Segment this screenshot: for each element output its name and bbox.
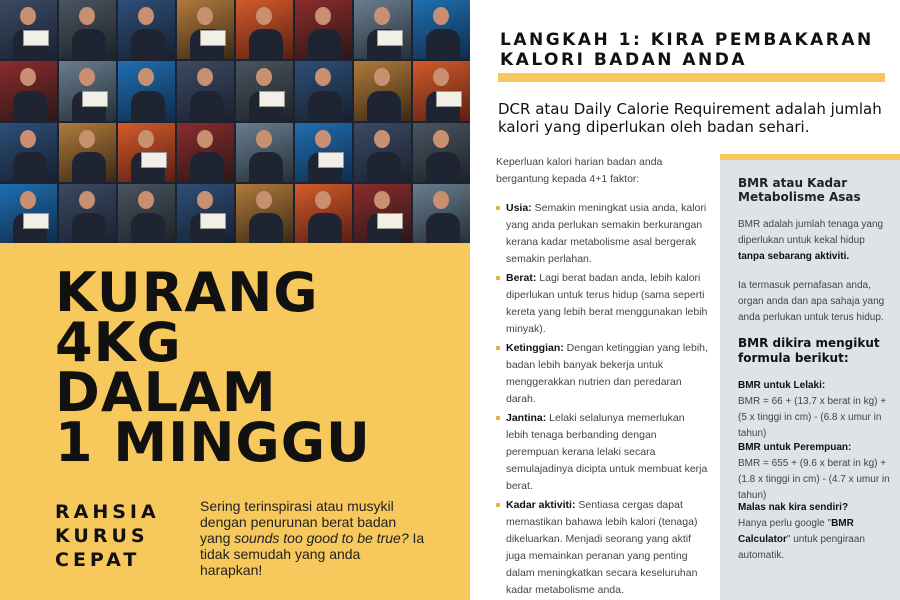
- collage-photo: [354, 0, 411, 59]
- collage-photo: [236, 184, 293, 243]
- headline: [55, 261, 455, 474]
- list-item: [496, 200, 708, 268]
- step-title-line: LANGKAH 1: KIRA PEMBAKARAN: [500, 30, 874, 50]
- lazy-label: Malas nak kira sendiri?: [738, 502, 849, 513]
- factor-text: Sentiasa cergas dapat memastikan bahawa lebih kalori (tenaga) dikeluarkan. Menjadi seorang yang aktif juga memainkan peranan yang penting dalam meningkatkan secara keseluruhan kadar metabolisme anda.: [506, 499, 698, 596]
- factor-label: Usia:: [506, 202, 532, 214]
- collage-photo: [0, 184, 57, 243]
- collage-photo: [118, 0, 175, 59]
- collage-photo: [118, 61, 175, 120]
- collage-photo: [413, 184, 470, 243]
- collage-photo: [0, 61, 57, 120]
- lazy-text: [738, 516, 893, 564]
- collage-photo: [295, 0, 352, 59]
- intro-text-part: Sering terinspirasi atau musykil dengan penurunan berat badan yang: [200, 498, 397, 546]
- male-formula-label: BMR untuk Lelaki:: [738, 380, 826, 391]
- list-item: [496, 340, 708, 408]
- intro-text-part: Ia tidak semudah yang anda harapkan!: [200, 530, 425, 578]
- title-underline-bar: [498, 73, 885, 82]
- factor-label: Kadar aktiviti:: [506, 499, 576, 511]
- collage-photo: [413, 123, 470, 182]
- factor-text: Lagi berat badan anda, lebih kalori diperlukan untuk terus hidup (sama seperti kereta yang lebih berat menggunakan lebih minyak).: [506, 272, 708, 335]
- collage-photo: [59, 184, 116, 243]
- list-item: [496, 410, 708, 495]
- sidebar-top-bar: [720, 154, 900, 160]
- subheadline-line: KURUS: [55, 525, 149, 547]
- sidebar-text: BMR adalah jumlah tenaga yang diperlukan untuk kekal hidup: [738, 219, 884, 246]
- collage-photo: [59, 0, 116, 59]
- collage-photo: [236, 0, 293, 59]
- collage-photo: [295, 61, 352, 120]
- collage-photo: [177, 184, 234, 243]
- article-panel: [470, 0, 900, 600]
- factors-list: [496, 200, 708, 599]
- factor-text: Semakin meningkat usia anda, kalori yang anda perlukan semakin berkurangan kerana kadar metabolisme asal bergerak semakin perlahan.: [506, 202, 707, 265]
- collage-photo: [236, 61, 293, 120]
- collage-photo: [295, 123, 352, 182]
- collage-photo: [354, 184, 411, 243]
- lazy-text-part: " untuk pengiraan automatik.: [738, 534, 865, 561]
- factor-label: Ketinggian:: [506, 342, 564, 354]
- collage-photo: [413, 0, 470, 59]
- intro-text: [200, 498, 425, 578]
- photo-collage: [0, 0, 470, 243]
- subheadline: [55, 500, 185, 572]
- list-item: [496, 270, 708, 338]
- collage-photo: [177, 61, 234, 120]
- collage-photo: [354, 123, 411, 182]
- factor-text: Lelaki selalunya memerlukan lebih tenaga berbanding dengan perempuan kerana lelaki secara semulajadinya dicipta untuk membuat kerja berat.: [506, 412, 708, 492]
- subheadline-line: RAHSIA: [55, 501, 160, 523]
- collage-photo: [177, 0, 234, 59]
- sidebar-bold-text: tanpa sebarang aktiviti.: [738, 251, 850, 262]
- factors-column: [496, 154, 708, 600]
- collage-photo: [413, 61, 470, 120]
- lazy-text-bold: BMR Calculator: [738, 518, 854, 545]
- lazy-text-part: Hanya perlu google ": [738, 518, 832, 529]
- factor-label: Berat:: [506, 272, 537, 284]
- bmr-sidebar: [720, 154, 900, 600]
- step-title: [500, 30, 880, 70]
- intro-text-italic: sounds too good to be true?: [234, 530, 409, 546]
- factor-label: Jantina:: [506, 412, 547, 424]
- headline-line: DALAM: [55, 361, 277, 424]
- sidebar-paragraph: [738, 217, 893, 265]
- factor-text: Dengan ketinggian yang lebih, badan lebih banyak bekerja untuk menggerakkan nutrien dan peredaran darah.: [506, 342, 708, 405]
- factors-intro: Keperluan kalori harian badan anda bergantung kepada 4+1 faktor:: [496, 156, 663, 185]
- collage-photo: [295, 184, 352, 243]
- collage-photo: [118, 184, 175, 243]
- sidebar-paragraph: Ia termasuk pernafasan anda, organ anda dan apa sahaja yang anda perlukan untuk terus hidup.: [738, 280, 885, 323]
- collage-photo: [59, 123, 116, 182]
- sidebar-heading: BMR atau Kadar Metabolisme Asas: [738, 176, 861, 204]
- collage-photo: [236, 123, 293, 182]
- collage-photo: [177, 123, 234, 182]
- collage-photo: [59, 61, 116, 120]
- collage-photo: [0, 0, 57, 59]
- headline-line: KURANG: [55, 261, 319, 324]
- male-formula: BMR = 66 + (13.7 x berat in kg) + (5 x tinggi in cm) - (6.8 x umur in tahun): [738, 396, 887, 439]
- collage-photo: [0, 123, 57, 182]
- female-formula: BMR = 655 + (9.6 x berat in kg) + (1.8 x tinggi in cm) - (4.7 x umur in tahun): [738, 458, 890, 501]
- headline-line: 1 MINGGU: [55, 411, 371, 474]
- formula-heading: BMR dikira mengikut formula berikut:: [738, 336, 880, 365]
- collage-photo: [118, 123, 175, 182]
- collage-photo: [354, 61, 411, 120]
- female-formula-label: BMR untuk Perempuan:: [738, 442, 852, 453]
- list-item: [496, 497, 708, 599]
- subheadline-line: CEPAT: [55, 549, 141, 571]
- step-title-line: KALORI BADAN ANDA: [500, 50, 748, 70]
- headline-line: 4KG: [55, 311, 182, 374]
- lead-paragraph: DCR atau Daily Calorie Requirement adalah jumlah kalori yang diperlukan oleh badan sehari.: [498, 100, 882, 136]
